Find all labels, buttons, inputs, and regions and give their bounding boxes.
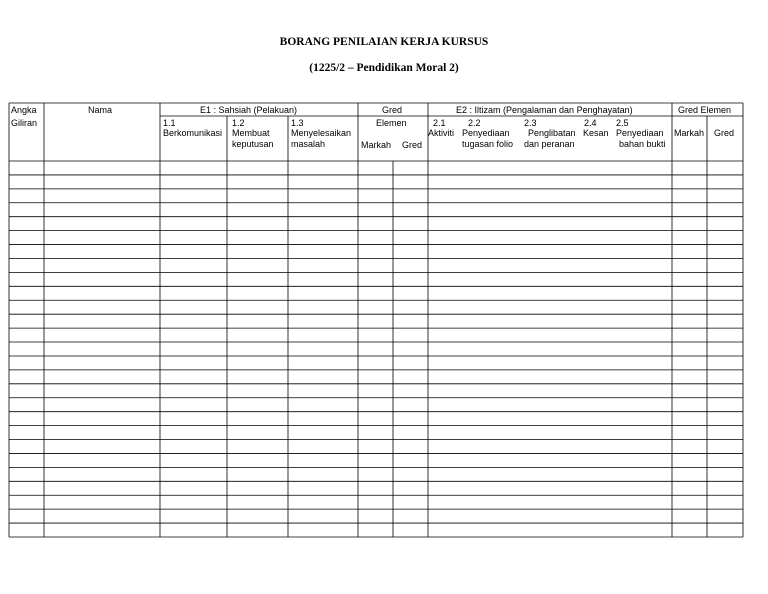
header-elemen1: Elemen bbox=[376, 118, 407, 128]
header-e2-2b: tugasan folio bbox=[462, 139, 514, 149]
header-gred2: Gred bbox=[714, 128, 735, 138]
header-e2-4: Kesan bbox=[583, 128, 609, 138]
header-angka: Angka bbox=[11, 105, 37, 115]
header-markah1: Markah bbox=[361, 140, 392, 150]
header-e2-5a: Penyediaan bbox=[616, 128, 664, 138]
header-e2-1-num: 2.1 bbox=[433, 118, 446, 128]
header-e1-2a: Membuat bbox=[232, 128, 270, 138]
header-gred-elemen2: Gred Elemen bbox=[678, 105, 732, 115]
header-gred1: Gred bbox=[382, 105, 403, 115]
header-nama: Nama bbox=[88, 105, 113, 115]
header-giliran: Giliran bbox=[11, 118, 38, 128]
form-title: BORANG PENILAIAN KERJA KURSUS bbox=[279, 36, 489, 48]
header-e2-3b: dan peranan bbox=[524, 139, 575, 149]
header-e1-1: Berkomunikasi bbox=[163, 128, 223, 138]
header-e2-3a: Penglibatan bbox=[528, 128, 576, 138]
form-subtitle: (1225/2 – Pendidikan Moral 2) bbox=[309, 62, 459, 74]
header-gred1b: Gred bbox=[402, 140, 423, 150]
header-markah2: Markah bbox=[674, 128, 705, 138]
header-e1-3-num: 1.3 bbox=[291, 118, 304, 128]
header-e2-5-num: 2.5 bbox=[616, 118, 629, 128]
header-e1-1-num: 1.1 bbox=[163, 118, 176, 128]
header-e2-2-num: 2.2 bbox=[468, 118, 481, 128]
header-e2: E2 : Iltizam (Pengalaman dan Penghayatan) bbox=[456, 105, 633, 115]
header-e1-3b: masalah bbox=[291, 139, 326, 149]
header-e2-2a: Penyediaan bbox=[462, 128, 510, 138]
header-e1-2b: keputusan bbox=[232, 139, 274, 149]
header-e2-3-num: 2.3 bbox=[524, 118, 537, 128]
header-e1: E1 : Sahsiah (Pelakuan) bbox=[200, 105, 298, 115]
header-e2-4-num: 2.4 bbox=[584, 118, 597, 128]
header-e2-1: Aktiviti bbox=[428, 128, 455, 138]
header-e1-2-num: 1.2 bbox=[232, 118, 245, 128]
header-e1-3a: Menyelesaikan bbox=[291, 128, 352, 138]
header-e2-5b: bahan bukti bbox=[619, 139, 666, 149]
